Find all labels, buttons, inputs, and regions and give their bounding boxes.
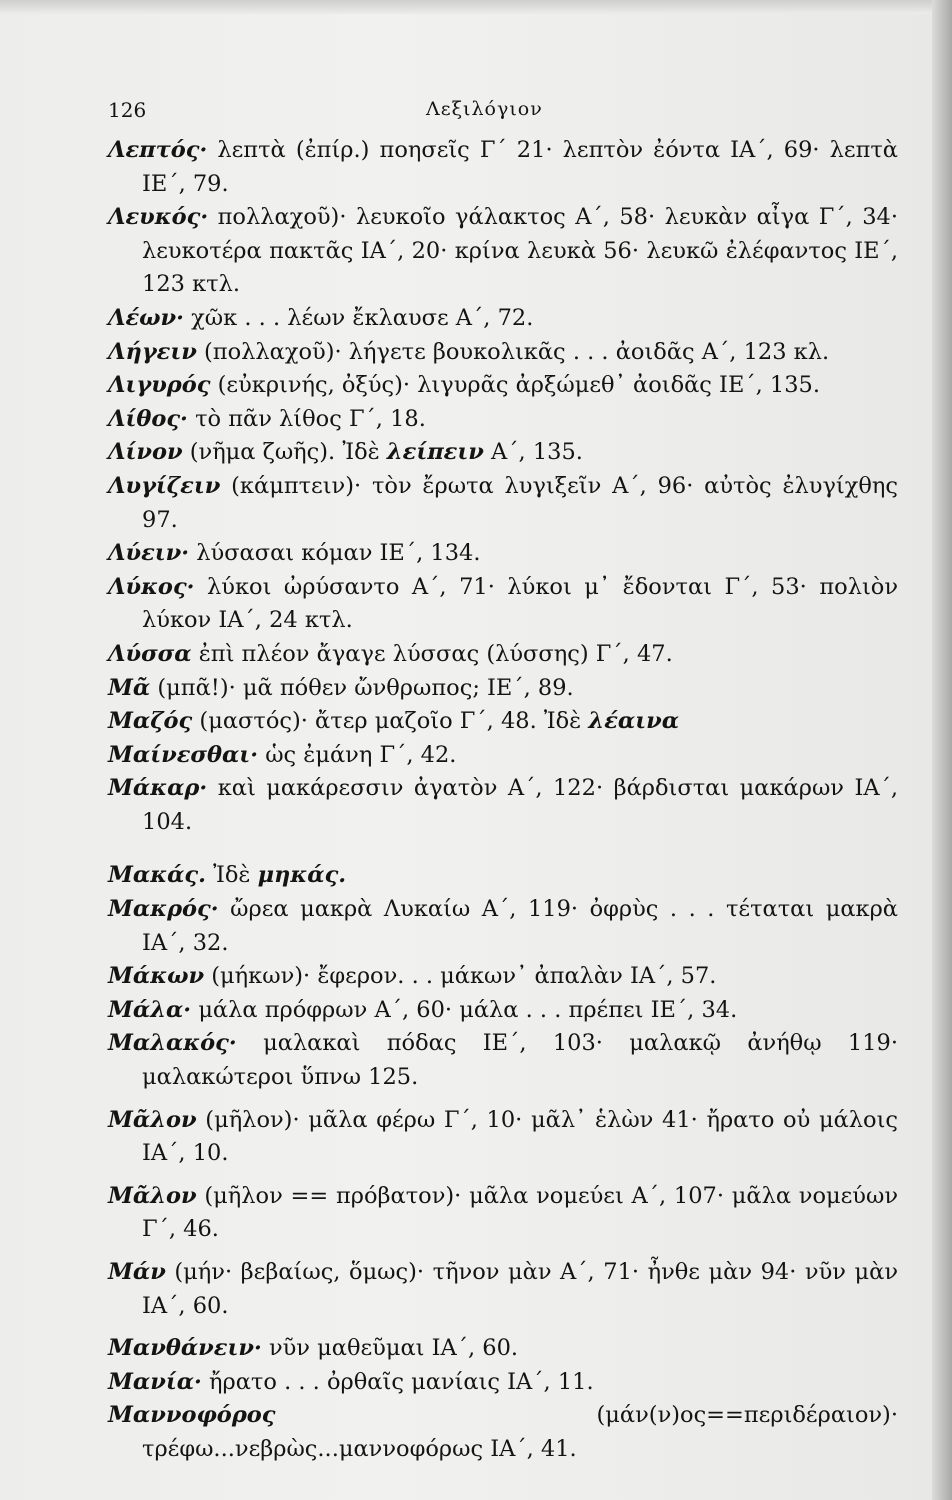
entry-headword: Μαζός <box>108 708 193 735</box>
glossary-entry <box>108 336 898 370</box>
entry-headword: Λύειν· <box>108 540 190 567</box>
glossary-entry <box>108 571 898 638</box>
entry-headword: Μακρός· <box>108 896 219 923</box>
entry-headword: Μᾶ <box>108 674 151 701</box>
glossary-entry <box>108 672 898 706</box>
glossary-entry <box>108 201 898 302</box>
entry-text: τὸ πᾶν λίθος Γ΄, 18. <box>195 405 426 432</box>
glossary-entry <box>108 537 898 571</box>
glossary-entry <box>108 134 898 201</box>
entry-headword: Μάν <box>108 1259 166 1285</box>
entry-text: (μῆλον == πρόβατον)· μᾶλα νομεύει Α΄, 107· μᾶλα νομεύων Γ΄, 46. <box>142 1182 899 1243</box>
entry-text: (μήν· βεβαίως, ὅμως)· τῆνον μὰν Α΄, 71· ἦνθε μὰν 94· νῦν μὰν ΙΑ΄, 60. <box>142 1259 898 1319</box>
entry-headword: Μᾶλον <box>108 1106 197 1133</box>
glossary-entry <box>108 1332 898 1366</box>
entry-text: νῦν μαθεῦμαι ΙΑ΄, 60. <box>268 1335 519 1362</box>
entry-headword: Μανθάνειν· <box>108 1335 262 1362</box>
glossary-entry <box>108 1180 898 1247</box>
entry-text: (μήκων)· ἔφερον. . . μάκων᾽ ἀπαλὰν ΙΑ΄, 57. <box>211 963 717 990</box>
glossary-entry <box>108 302 898 336</box>
glossary-entry <box>108 893 898 960</box>
entry-headword: Λεπτός· <box>108 137 208 163</box>
glossary-entry <box>108 1256 898 1323</box>
glossary-entry <box>108 470 898 537</box>
running-title: Λεξιλόγιον <box>426 98 543 120</box>
entry-cross-reference: λείπειν <box>386 439 484 466</box>
entry-headword: Μακάς. <box>108 862 206 889</box>
entry-text: ὡς ἐμάνη Γ΄, 42. <box>265 741 457 768</box>
page-header <box>108 98 898 128</box>
entry-cross-reference: λέαινα <box>588 708 680 735</box>
entry-text: (κάμπτειν)· τὸν ἔρωτα λυγιξεῖν Α΄, 96· αὐτὸς ἐλυγίχθης 97. <box>142 472 898 533</box>
glossary-entry <box>108 1399 898 1466</box>
entry-text: Ἰδὲ <box>213 862 251 889</box>
entry-text: ἤρατο . . . ὀρθαῖς μανίαις ΙΑ΄, 11. <box>209 1368 594 1395</box>
entry-headword: Μάλα· <box>108 996 192 1023</box>
entry-text: μαλακαὶ πόδας ΙΕ΄, 103· μαλακῷ ἀνήθῳ 119· μαλακώτεροι ὕπνω 125. <box>142 1030 899 1091</box>
entry-headword: Λίνον <box>108 439 183 466</box>
glossary-entry <box>108 1104 898 1171</box>
entry-headword: Μαλακός· <box>108 1030 237 1057</box>
entry-headword: Λιγυρός <box>108 372 211 399</box>
entry-headword: Λύκος· <box>108 573 195 600</box>
entry-text: (εὐκρινής, ὀξύς)· λιγυρᾶς ἀρξώμεθ᾽ ἀοιδᾶς ΙΕ΄, 135. <box>217 372 821 399</box>
entry-headword: Λύσσα <box>108 640 192 667</box>
entry-text-tail: Α΄, 135. <box>491 439 583 466</box>
glossary-entry <box>108 772 898 839</box>
entry-cross-reference: μηκάς. <box>257 862 347 889</box>
entry-headword: Μάκαρ· <box>108 775 208 802</box>
entry-text: (μῆλον)· μᾶλα φέρω Γ΄, 10· μᾶλ᾽ ἑλὼν 41· ἤρατο οὐ μάλοις ΙΑ΄, 10. <box>142 1106 898 1167</box>
glossary-entry <box>108 1366 898 1400</box>
entry-headword: Λευκός· <box>108 204 209 231</box>
entry-headword: Μᾶλον <box>108 1182 197 1209</box>
glossary-entry <box>108 403 898 437</box>
entry-headword: Μανία· <box>108 1368 202 1395</box>
entry-text: λύσασαι κόμαν ΙΕ΄, 134. <box>196 540 481 567</box>
glossary-entry <box>108 638 898 672</box>
entry-text: (πολλαχοῦ)· λήγετε βουκολικᾶς . . . ἀοιδᾶς Α΄, 123 κλ. <box>204 338 830 365</box>
entry-text: (νῆμα ζωῆς). Ἰδὲ <box>189 439 380 466</box>
glossary-entry <box>108 994 898 1028</box>
page-number: 126 <box>108 98 147 122</box>
entry-text: (μαστός)· ἄτερ μαζοῖο Γ΄, 48. Ἰδὲ <box>199 708 582 735</box>
glossary-entry <box>108 1027 898 1094</box>
entry-headword: Μαίνεσθαι· <box>108 741 259 768</box>
glossary-entries <box>108 134 898 1467</box>
glossary-entry <box>108 436 898 470</box>
page-top-shadow <box>0 0 952 14</box>
entry-text: πολλαχοῦ)· λευκοῖο γάλακτος Α΄, 58· λευκὰν αἶγα Γ΄, 34· λευκοτέρα πακτᾶς ΙΑ΄, 20· κρίνα λευκὰ 56· λευκῶ ἐλέφαντος ΙΕ΄, 123 κτλ. <box>142 204 899 298</box>
glossary-entry <box>108 705 898 739</box>
entry-text: ἐπὶ πλέον ἄγαγε λύσσας (λύσσης) Γ΄, 47. <box>198 640 673 667</box>
entry-headword: Λήγειν <box>108 338 197 365</box>
entry-text: χῶκ . . . λέων ἔκλαυσε Α΄, 72. <box>191 304 534 331</box>
entry-text: (μπᾶ!)· μᾶ πόθεν ὤνθρωπος; ΙΕ΄, 89. <box>157 674 574 701</box>
glossary-entry <box>108 369 898 403</box>
glossary-entry <box>108 859 898 893</box>
entry-text: λεπτὰ (ἐπίρ.) ποησεῖς Γ΄ 21· λεπτὸν ἐόντα ΙΑ΄, 69· λεπτὰ ΙΕ΄, 79. <box>142 137 898 197</box>
entry-text: ὤρεα μακρὰ Λυκαίω Α΄, 119· ὀφρὺς . . . τέταται μακρὰ ΙΑ΄, 32. <box>142 896 898 956</box>
entry-headword: Μάκων <box>108 963 205 990</box>
entry-headword: Λυγίζειν <box>108 472 221 499</box>
entry-headword: Λίθος· <box>108 405 188 432</box>
entry-headword: Μαννοφόρος <box>108 1402 276 1429</box>
entry-text: καὶ μακάρεσσιν ἀγατὸν Α΄, 122· βάρδισται μακάρων ΙΑ΄, 104. <box>142 775 899 835</box>
entry-text: (μάν(ν)ος==περιδέραιον)· τρέφω...νεβρὼς...μαννοφόρως ΙΑ΄, 41. <box>142 1402 898 1462</box>
glossary-entry <box>108 739 898 773</box>
entry-text: μάλα πρόφρων Α΄, 60· μάλα . . . πρέπει ΙΕ΄, 34. <box>198 996 738 1023</box>
entry-headword: Λέων· <box>108 304 185 331</box>
book-spine-shadow <box>932 0 952 1500</box>
glossary-entry <box>108 960 898 994</box>
entry-text: λύκοι ὠρύσαντο Α΄, 71· λύκοι μ᾽ ἔδονται Γ΄, 53· πολιὸν λύκον ΙΑ΄, 24 κτλ. <box>142 573 898 634</box>
